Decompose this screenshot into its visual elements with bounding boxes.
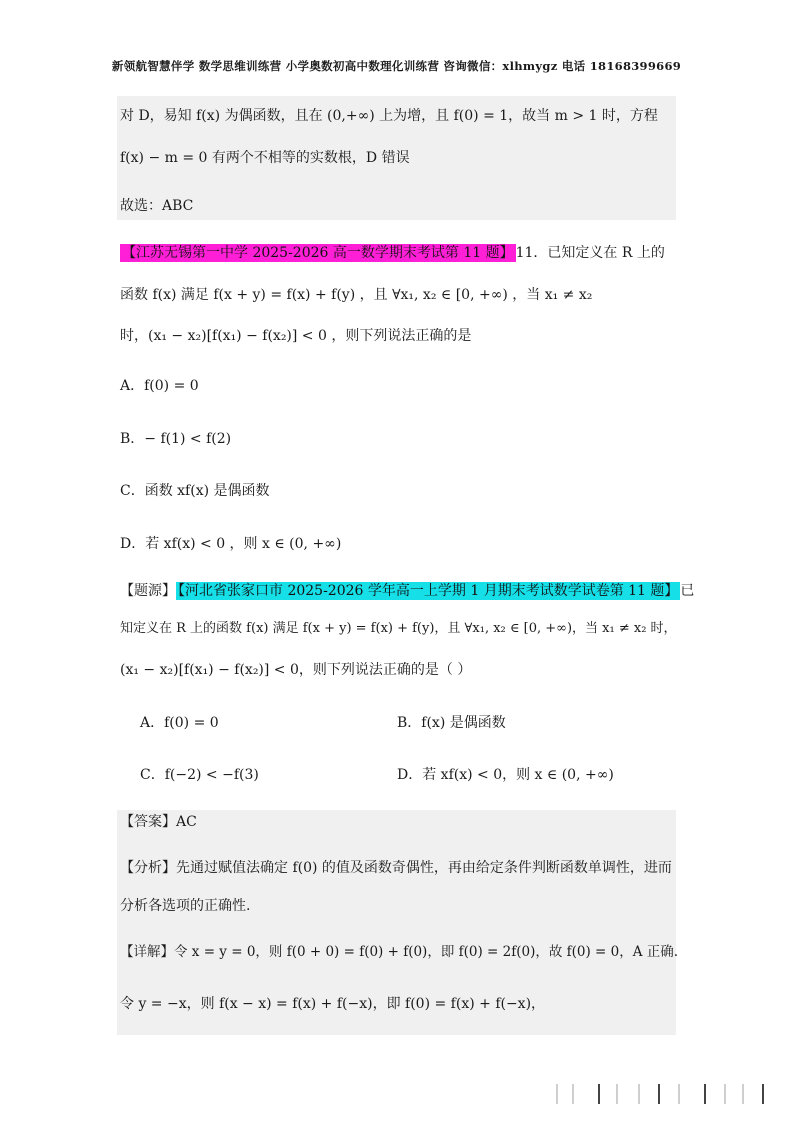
detail-line-1: 【详解】令 x = y = 0，则 f(0 + 0) = f(0) + f(0)，即 f(0) = 2f(0)，故 f(0) = 0，A 正确. [120, 944, 679, 960]
q2-option-b: B．f(x) 是偶函数 [397, 715, 506, 731]
bottom-bar-remnant [546, 1082, 776, 1106]
q1-stem-line-2: 函数 f(x) 满足 f(x + y) = f(x) + f(y) ，且 ∀x₁, x₂ ∈ [0, +∞) ，当 x₁ ≠ x₂ [120, 287, 593, 303]
q1-stem-line-1 [120, 243, 665, 263]
q1-source-highlight: 【江苏无锡第一中学 2025-2026 高一数学期末考试第 11 题】 [122, 245, 514, 261]
answer-line: 【答案】AC [120, 814, 197, 830]
q2-option-c: C．f(−2) < −f(3) [140, 767, 259, 783]
q1-option-a: A．f(0) = 0 [120, 378, 199, 394]
q2-stem-line-3: (x₁ − x₂)[f(x₁) − f(x₂)] < 0，则下列说法正确的是（ ） [120, 662, 472, 678]
q2-stem-line-1 [120, 581, 694, 601]
page-header: 新领航智慧伴学 数学思维训练营 小学奥数初高中数理化训练营 咨询微信：xlhmygz 电话 18168399669 [111, 59, 682, 73]
analysis-line-1: 【分析】先通过赋值法确定 f(0) 的值及函数奇偶性，再由给定条件判断函数单调性，进而 [120, 860, 672, 876]
q1-option-d: D．若 xf(x) < 0 ，则 x ∈ (0, +∞) [120, 536, 342, 552]
q2-source-prefix: 【题源】 [120, 583, 176, 599]
q1-option-b: B．− f(1) < f(2) [120, 431, 232, 447]
prev-solution-line-2: f(x) − m = 0 有两个不相等的实数根，D 错误 [120, 150, 410, 166]
q2-stem-line-2: 知定义在 R 上的函数 f(x) 满足 f(x + y) = f(x) + f(y)，且 ∀x₁, x₂ ∈ [0, +∞)，当 x₁ ≠ x₂ 时， [120, 621, 677, 636]
q2-option-a: A．f(0) = 0 [140, 715, 219, 731]
detail-line-2: 令 y = −x，则 f(x − x) = f(x) + f(−x)，即 f(0) = f(x) + f(−x)， [120, 996, 546, 1012]
prev-solution-choice: 故选：ABC [120, 198, 194, 214]
q2-stem-start: 已 [680, 583, 695, 599]
analysis-line-2: 分析各选项的正确性. [120, 898, 251, 914]
q1-stem-line-3: 时，(x₁ − x₂)[f(x₁) − f(x₂)] < 0 ，则下列说法正确的是 [120, 328, 472, 344]
q1-option-c: C．函数 xf(x) 是偶函数 [120, 483, 270, 499]
q2-source-highlight: 【河北省张家口市 2025-2026 学年高一上学期 1 月期末考试数学试卷第 11 题】 [178, 583, 679, 599]
q2-option-d: D．若 xf(x) < 0，则 x ∈ (0, +∞) [397, 767, 614, 783]
prev-solution-line-1: 对 D，易知 f(x) 为偶函数，且在 (0,+∞) 上为增，且 f(0) = 1，故当 m > 1 时，方程 [120, 108, 658, 124]
q1-stem-start: 11．已知定义在 R 上的 [515, 245, 665, 261]
